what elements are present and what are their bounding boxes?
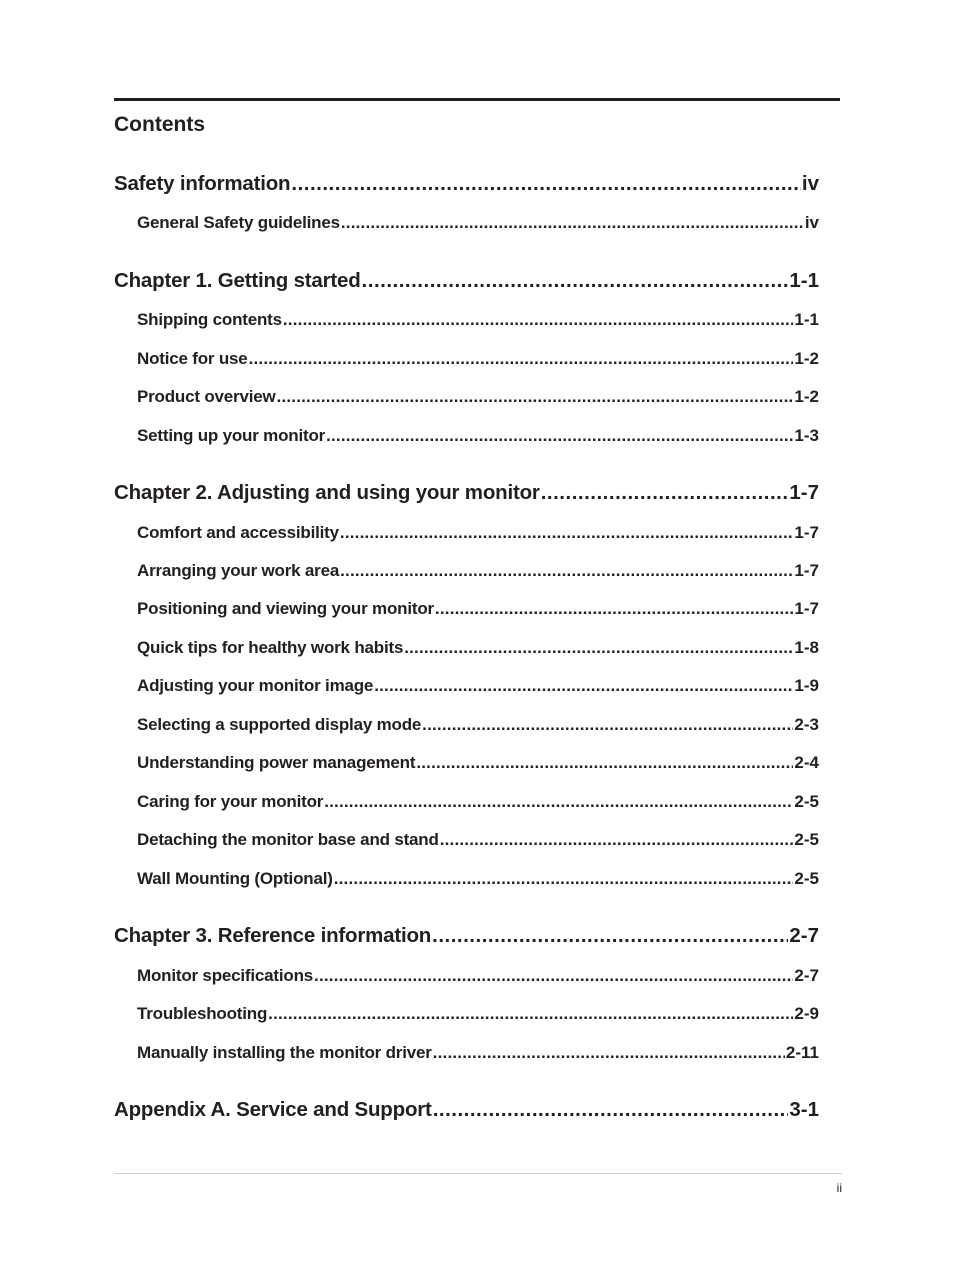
toc-entry-title: Chapter 2. Adjusting and using your monitor <box>114 481 540 504</box>
toc-entry-title: Shipping contents <box>137 310 282 329</box>
toc-entry-page: 1-7 <box>789 481 819 504</box>
toc-section-entry[interactable] <box>137 637 819 659</box>
toc-entry-title: Setting up your monitor <box>137 426 326 445</box>
toc-entry-title: Safety information <box>114 172 291 195</box>
toc-dot-leader <box>435 598 794 620</box>
toc-dot-leader <box>291 171 801 197</box>
toc-entry-page: 1-2 <box>794 387 819 406</box>
toc-entry-title: Comfort and accessibility <box>137 523 339 542</box>
toc-entry-title: Selecting a supported display mode <box>137 715 422 734</box>
toc-dot-leader <box>541 480 789 506</box>
toc-dot-leader <box>374 675 793 697</box>
toc-entry-title: Troubleshooting <box>137 1004 268 1023</box>
toc-entry-title: Monitor specifications <box>137 966 314 985</box>
toc-entry-page: 2-11 <box>785 1043 819 1062</box>
toc-entry-page: 3-1 <box>789 1098 819 1121</box>
toc-section-entry[interactable] <box>137 829 819 851</box>
toc-entry-title: Understanding power management <box>137 753 416 772</box>
toc-dot-leader <box>268 1003 793 1025</box>
toc-entry-title: Arranging your work area <box>137 561 340 580</box>
toc-dot-leader <box>249 348 794 370</box>
toc-dot-leader <box>334 868 794 890</box>
toc-entry-page: 1-7 <box>794 599 819 618</box>
toc-entry-page: 2-9 <box>794 1004 819 1023</box>
toc-section-entry[interactable] <box>137 309 819 331</box>
toc-section-entry[interactable] <box>137 425 819 447</box>
toc-entry-page: 2-7 <box>789 924 819 947</box>
top-rule <box>114 98 840 101</box>
toc-entry-page: 2-3 <box>794 715 819 734</box>
toc-entry-page: iv <box>801 172 819 195</box>
toc-section-entry[interactable] <box>137 965 819 987</box>
toc-section-entry[interactable] <box>137 522 819 544</box>
toc-dot-leader <box>433 1042 785 1064</box>
toc-entry-page: 1-7 <box>794 523 819 542</box>
toc-dot-leader <box>283 309 794 331</box>
toc-section-entry[interactable] <box>137 791 819 813</box>
toc-entry-title: Wall Mounting (Optional) <box>137 869 333 888</box>
toc-entry-title: Manually installing the monitor driver <box>137 1043 432 1062</box>
toc-dot-leader <box>433 1097 789 1123</box>
toc-section-entry[interactable] <box>137 386 819 408</box>
toc-dot-leader <box>340 522 794 544</box>
toc-entry-page: iv <box>804 213 819 232</box>
toc-dot-leader <box>340 560 793 582</box>
toc-entry-title: Adjusting your monitor image <box>137 676 374 695</box>
toc-section-entry[interactable] <box>137 598 819 620</box>
toc-entry-page: 2-7 <box>794 966 819 985</box>
toc-entry-title: Appendix A. Service and Support <box>114 1098 432 1121</box>
toc-dot-leader <box>422 714 793 736</box>
page-title: Contents <box>114 113 205 136</box>
toc-entry-title: Detaching the monitor base and stand <box>137 830 439 849</box>
toc-entry-page: 1-9 <box>794 676 819 695</box>
toc-chapter-entry[interactable] <box>114 268 819 294</box>
toc-section-entry[interactable] <box>137 1042 819 1064</box>
toc-dot-leader <box>277 386 794 408</box>
toc-section-entry[interactable] <box>137 560 819 582</box>
toc-dot-leader <box>314 965 793 987</box>
toc-entry-page: 2-5 <box>794 830 819 849</box>
toc-entry-page: 1-8 <box>794 638 819 657</box>
toc-section-entry[interactable] <box>137 212 819 234</box>
toc-dot-leader <box>440 829 794 851</box>
toc-section-entry[interactable] <box>137 714 819 736</box>
toc-section-entry[interactable] <box>137 348 819 370</box>
toc-entry-page: 1-1 <box>789 269 819 292</box>
toc-entry-title: Notice for use <box>137 349 248 368</box>
toc-entry-page: 2-4 <box>794 753 819 772</box>
toc-entry-title: Quick tips for healthy work habits <box>137 638 404 657</box>
toc-dot-leader <box>432 923 788 949</box>
toc-entry-title: Caring for your monitor <box>137 792 324 811</box>
toc-section-entry[interactable] <box>137 1003 819 1025</box>
toc-dot-leader <box>404 637 793 659</box>
toc-entry-page: 2-5 <box>794 792 819 811</box>
toc-entry-page: 1-3 <box>794 426 819 445</box>
toc-section-entry[interactable] <box>137 752 819 774</box>
toc-chapter-entry[interactable] <box>114 923 819 949</box>
toc-entry-title: Product overview <box>137 387 276 406</box>
toc-entry-page: 1-2 <box>794 349 819 368</box>
toc-entry-title: Positioning and viewing your monitor <box>137 599 434 618</box>
toc-dot-leader <box>341 212 804 234</box>
toc-chapter-entry[interactable] <box>114 171 819 197</box>
toc-entry-title: General Safety guidelines <box>137 213 340 232</box>
toc-entry-page: 1-1 <box>794 310 819 329</box>
toc-section-entry[interactable] <box>137 675 819 697</box>
toc-dot-leader <box>324 791 793 813</box>
toc-dot-leader <box>416 752 793 774</box>
toc-section-entry[interactable] <box>137 868 819 890</box>
page-number: ii <box>836 1181 842 1195</box>
toc-entry-title: Chapter 1. Getting started <box>114 269 361 292</box>
toc-chapter-entry[interactable] <box>114 1097 819 1123</box>
toc-entry-page: 1-7 <box>794 561 819 580</box>
toc-dot-leader <box>326 425 793 447</box>
footer-rule <box>114 1173 842 1174</box>
toc-chapter-entry[interactable] <box>114 480 819 506</box>
toc-entry-title: Chapter 3. Reference information <box>114 924 432 947</box>
toc-entry-page: 2-5 <box>794 869 819 888</box>
toc-dot-leader <box>362 268 789 294</box>
